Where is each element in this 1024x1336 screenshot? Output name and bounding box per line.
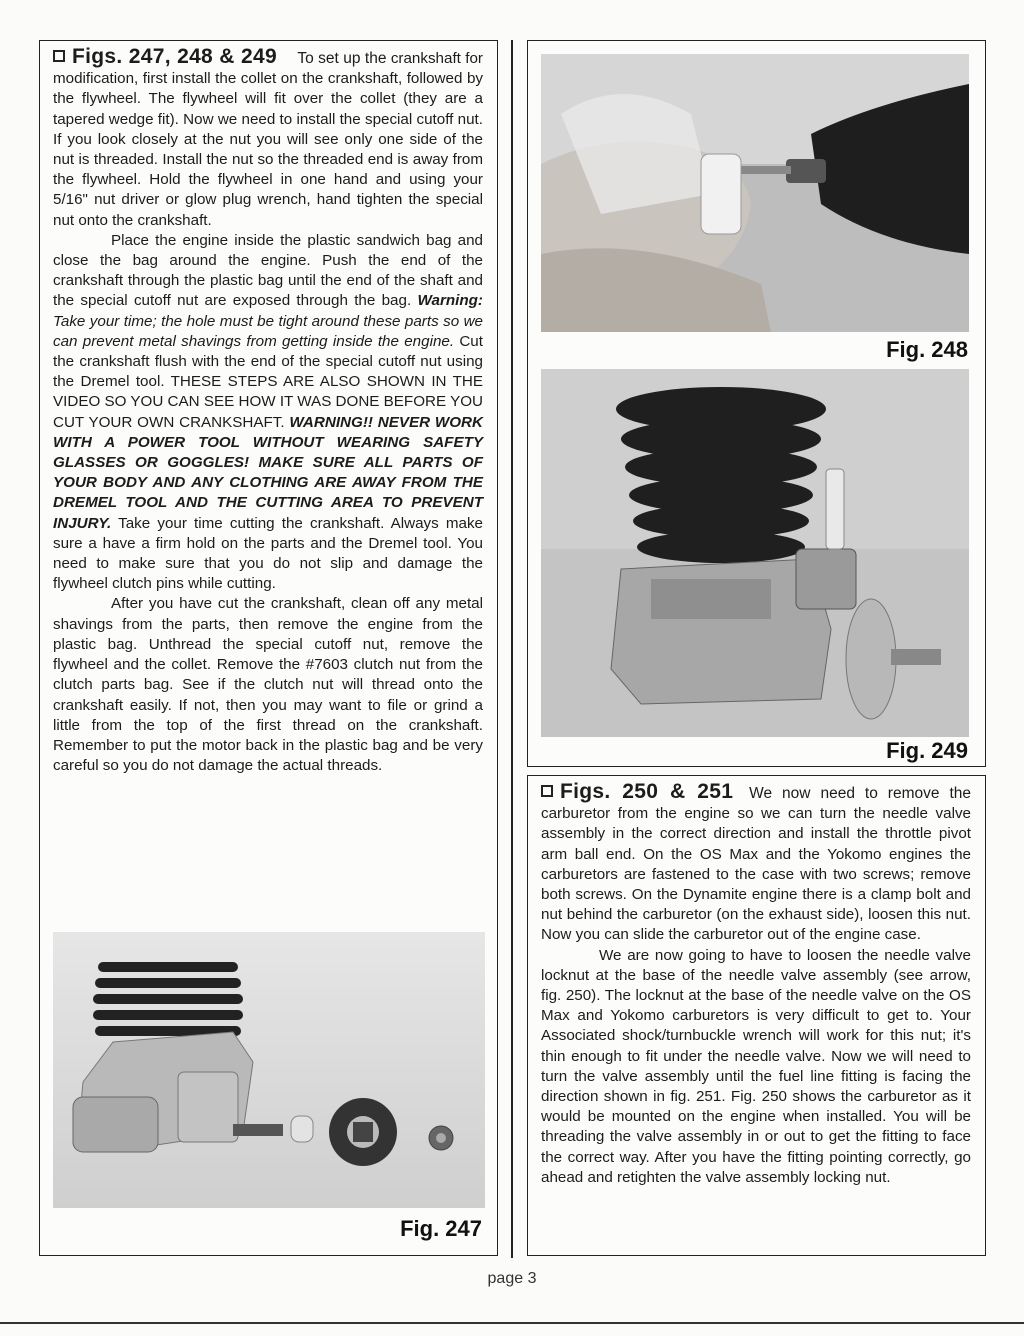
warning-text: Take your time; the hole must be tight around these parts so we can prevent metal shavings from getting inside the engine. [53,312,483,350]
checkbox-icon[interactable] [53,50,65,62]
page-number: page 3 [487,1270,537,1287]
right-text-block [541,782,971,1188]
paragraph-2a: Place the engine inside the plastic sandwich bag and close the bag around the engine. Push the end of the crankshaft through the plastic bag until the end of the shaft and the special cutoff nut are exposed through the bag. [53,231,483,310]
checkbox-icon[interactable] [541,785,553,797]
safety-caution: WARNING!! NEVER WORK WITH A POWER TOOL WITHOUT WEARING SAFETY GLASSES OR GOGGLES! MAKE SURE ALL PARTS OF YOUR BODY AND ANY CLOTHING ARE AWAY FROM THE DREMEL TOOL AND THE CUTTING AREA TO PREVENT INJURY. [53,413,483,532]
section-heading: Figs. 250 & 251 [560,780,734,803]
fig-249-caption: Fig. 249 [886,738,968,763]
paragraph-2c: Take your time cutting the crankshaft. Always make sure a have a firm hold on the parts and the Dremel tool. You need to make sure that you do not slip and damage the flywheel clutch pins while cutting. [53,514,483,593]
paragraph-2b: Cut the crankshaft flush with the end of the special cutoff nut using the Dremel tool. THESE STEPS ARE ALSO SHOWN IN THE VIDEO SO YOU CAN SEE HOW IT WAS DONE BEFORE YOU CUT YOUR OWN CRANKSHAFT. [53,332,483,431]
left-text-block [53,47,483,776]
bottom-rule [0,1322,1024,1324]
paragraph-2: We are now going to have to loosen the needle valve locknut at the base of the needle valve assembly (see arrow, fig. 250). The locknut at the base of the needle valve on the OS Max and Yokomo carburetors is very difficult to get to. Your Associated shock/turnbuckle wrench will work for this nut; it's thin enough to fit under the needle valve. Now we will need to turn the valve assembly until the fuel line fitting is facing the direction shown in fig. 251. Fig. 250 shows the carburetor as it would be mounted on the engine when installed. You will be threading the valve assembly in or out to get the fitting to face the correct way. After you have the fitting pointing correctly, go ahead and retighten the valve assembly locking nut. [541,946,971,1186]
engine-parts-illustration [53,932,485,1208]
fig-249-photo [541,369,969,737]
engine-with-cut-crankshaft-illustration [541,369,969,737]
fig-247-caption: Fig. 247 [400,1216,482,1241]
warning-label: Warning: [417,292,483,310]
paragraph-1: carburetor from the engine so we can turn the needle valve assembly in the correct direction and install the throttle pivot arm ball end. On the OS Max and the Yokomo engines the carburetors are fastened to the case with two screws; remove both screws. On the Dynamite engine there is a clamp bolt and nut behind the carburetor (on the exhaust side), loosen this nut. Now you can slide the carburetor out of the engine case. [541,805,971,944]
paragraph-3: After you have cut the crankshaft, clean off any metal shavings from the parts, then remove the engine from the plastic bag. Unthread the special cutoff nut, remove the flywheel and the collet. Remove the #7603 clutch nut from the clutch parts bag. See if the clutch nut will thread onto the crankshaft easily. If not, then you may want to file or grind a little from the top of the first thread on the crankshaft. Remember to put the motor back in the plastic bag and be very careful so you do not damage the actual threads. [53,595,483,775]
section-heading: Figs. 247, 248 & 249 [72,45,277,68]
column-divider [511,40,513,1258]
lead-in: To set up the [297,50,387,67]
fig-248-photo [541,54,969,332]
fig-248-caption: Fig. 248 [886,337,968,362]
lead-in: We now need to remove the [749,785,971,802]
dremel-cutting-illustration [541,54,969,332]
fig-247-photo [53,932,485,1208]
paragraph-1: crankshaft for modification, first install the collet on the crankshaft, followed by the flywheel. The flywheel will fit over the collet (they are a tapered wedge fit). Now we need to install the special cutoff nut. If you look closely at the nut you will see only one side of the nut is threaded. Install the nut so the threaded end is away from the flywheel. Hold the flywheel in one hand and using your 5/16" nut driver or glow plug wrench, hand tighten the special nut onto the crankshaft. [53,50,483,229]
